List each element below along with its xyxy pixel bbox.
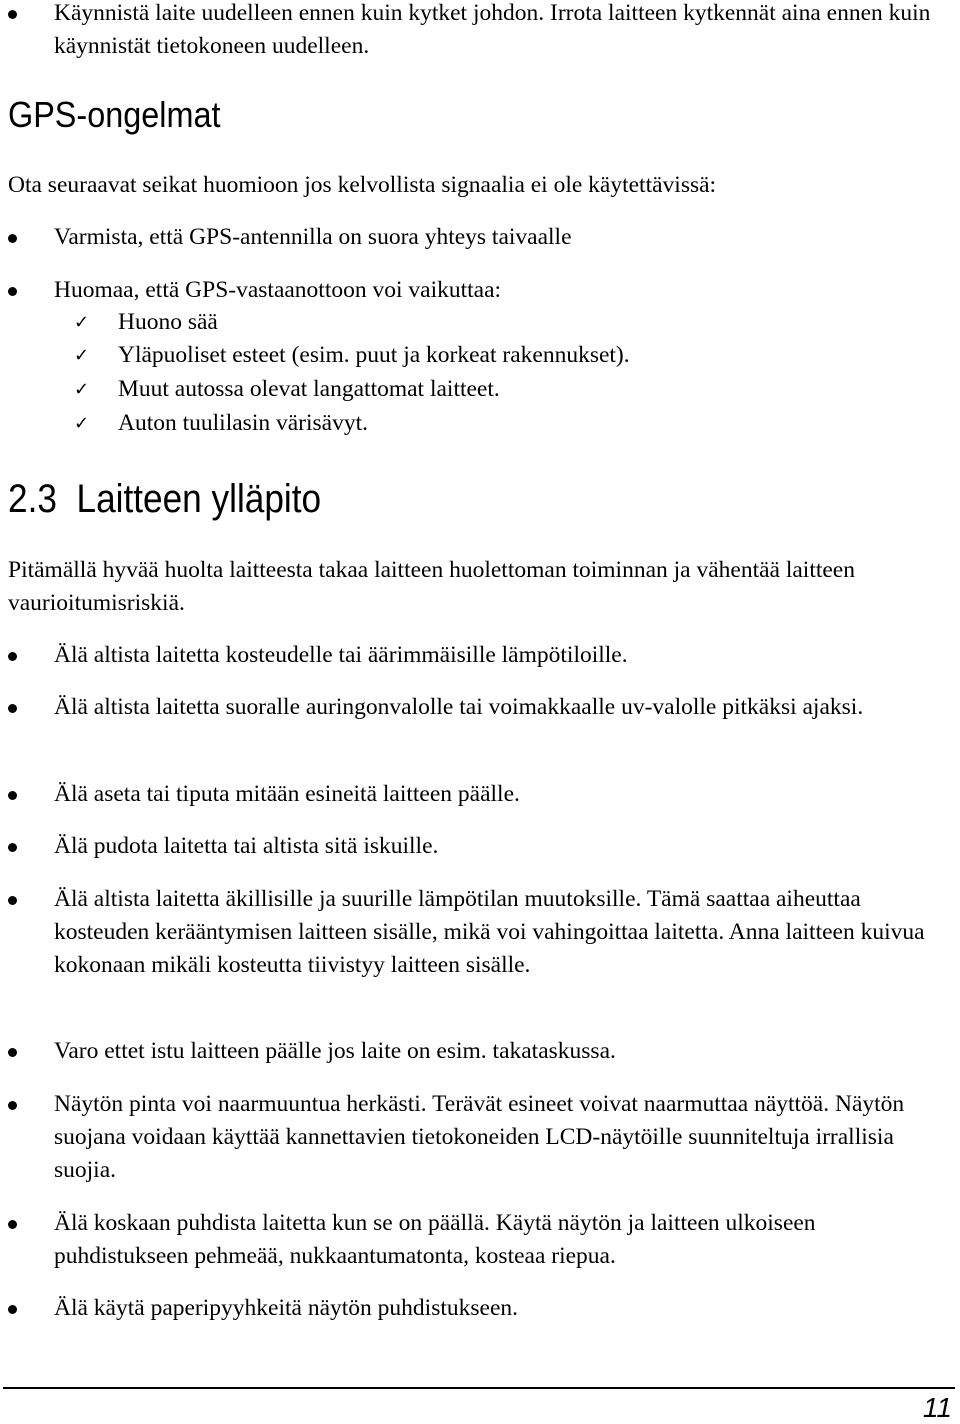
list-item: Näytön pinta voi naarmuuntua herkästi. Terävät esineet voivat naarmuttaa näyttöä. Näytön suojana voidaan käyttää kannettavien tietokoneiden LCD-näytöille suunniteltuja irrallisia suojia.: [54, 1091, 905, 1183]
sub-list-item: Muut autossa olevat langattomat laitteet.: [118, 376, 500, 402]
section-heading-maintenance: 2.3 Laitteen ylläpito: [8, 477, 322, 521]
list-item: Älä pudota laitetta tai altista sitä iskuille.: [54, 833, 439, 859]
list-item: Älä altista laitetta suoralle auringonvalolle tai voimakkaalle uv-valolle pitkäksi ajaksi.: [54, 694, 864, 720]
list-item: Varmista, että GPS-antennilla on suora yhteys taivaalle: [54, 224, 572, 250]
list-item: Älä koskaan puhdista laitetta kun se on päällä. Käytä näytön ja laitteen ulkoiseen puhdistukseen pehmeää, nukkaantumatonta, kosteaa riepua.: [54, 1210, 816, 1269]
bullet-dot-icon: [8, 1220, 17, 1229]
bullet-dot-icon: [8, 287, 17, 296]
bullet-dot-icon: [8, 1101, 17, 1110]
list-item: Huomaa, että GPS-vastaanottoon voi vaikuttaa:: [54, 277, 502, 303]
list-item: Älä aseta tai tiputa mitään esineitä laitteen päälle.: [54, 781, 520, 807]
bullet-dot-icon: [8, 704, 17, 713]
section-heading-gps: GPS-ongelmat: [8, 94, 221, 135]
bullet-dot-icon: [8, 896, 17, 905]
check-mark-icon: ✓: [74, 345, 90, 366]
bullet-dot-icon: [8, 1048, 17, 1057]
list-item: Älä altista laitetta äkillisille ja suurille lämpötilan muutoksille. Tämä saattaa aiheuttaa kosteuden kerääntymisen laitteen sisälle, mikä voi vahingoittaa laitetta. Anna laitteen kuivua kokonaan mikäli kosteutta tiivistyy laitteen sisälle.: [54, 886, 925, 978]
bullet-dot-icon: [8, 652, 17, 661]
bullet-dot-icon: [8, 843, 17, 852]
bullet-dot-icon: [8, 234, 17, 243]
bullet-dot-icon: [8, 10, 17, 19]
check-mark-icon: ✓: [74, 312, 90, 333]
bullet-dot-icon: [8, 1305, 17, 1314]
bullet-dot-icon: [8, 791, 17, 800]
list-item: Käynnistä laite uudelleen ennen kuin kytket johdon. Irrota laitteen kytkennät aina ennen kuin käynnistät tietokoneen uudelleen.: [54, 0, 931, 59]
page-number: 11: [922, 1392, 952, 1423]
sub-list-item: Auton tuulilasin värisävyt.: [118, 410, 368, 436]
list-item: Varo ettet istu laitteen päälle jos laite on esim. takataskussa.: [54, 1038, 616, 1064]
maintenance-intro: Pitämällä hyvää huolta laitteesta takaa laitteen huolettoman toiminnan ja vähentää laitteen vaurioitumisriskiä.: [8, 557, 855, 616]
check-mark-icon: ✓: [74, 413, 90, 434]
sub-list-item: Huono sää: [118, 309, 218, 335]
check-mark-icon: ✓: [74, 379, 90, 400]
list-item: Älä käytä paperipyyhkeitä näytön puhdistukseen.: [54, 1295, 518, 1321]
list-item: Älä altista laitetta kosteudelle tai äärimmäisille lämpötiloille.: [54, 642, 628, 668]
sub-list-item: Yläpuoliset esteet (esim. puut ja korkeat rakennukset).: [118, 342, 630, 368]
footer-divider: [3, 1387, 955, 1389]
gps-intro: Ota seuraavat seikat huomioon jos kelvollista signaalia ei ole käytettävissä:: [8, 172, 717, 198]
